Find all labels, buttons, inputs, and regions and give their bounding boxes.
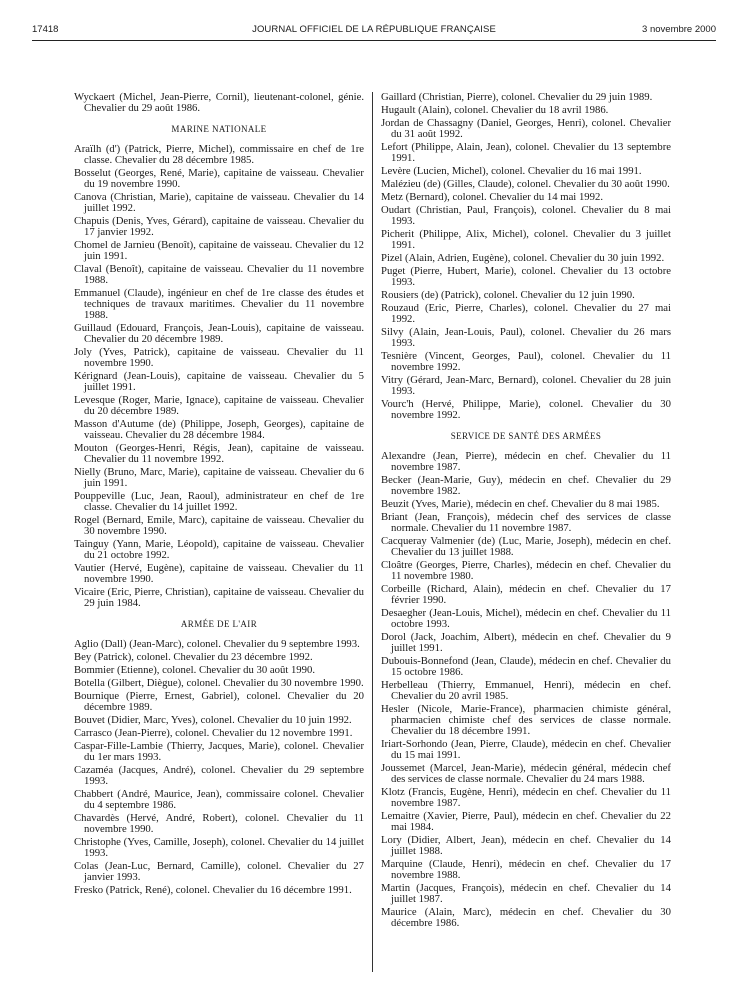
list-entry: Colas (Jean-Luc, Bernard, Camille), colonel. Chevalier du 27 janvier 1993. bbox=[74, 860, 364, 883]
right-column bbox=[381, 92, 671, 931]
list-entry: Corbeille (Richard, Alain), médecin en chef. Chevalier du 17 février 1990. bbox=[381, 583, 671, 606]
list-entry: Bey (Patrick), colonel. Chevalier du 23 décembre 1992. bbox=[74, 651, 313, 663]
list-entry: Caspar-Fille-Lambie (Thierry, Jacques, Marie), colonel. Chevalier du 1er mars 1993. bbox=[74, 740, 364, 763]
list-entry: Chavardès (Hervé, André, Robert), colonel. Chevalier du 11 novembre 1990. bbox=[74, 812, 364, 835]
list-entry: Joussemet (Marcel, Jean-Marie), médecin général, médecin chef des services de classe normale. Chevalier du 24 mars 1988. bbox=[381, 762, 671, 785]
page-number: 17418 bbox=[32, 24, 59, 35]
marine-list bbox=[74, 144, 364, 609]
list-entry: Dorol (Jack, Joachim, Albert), médecin en chef. Chevalier du 9 juillet 1991. bbox=[381, 631, 671, 654]
list-entry: Klotz (Francis, Eugène, Henri), médecin en chef. Chevalier du 11 novembre 1987. bbox=[381, 786, 671, 809]
list-entry: Maurice (Alain, Marc), médecin en chef. Chevalier du 30 décembre 1986. bbox=[381, 906, 671, 929]
list-entry: Wyckaert (Michel, Jean-Pierre, Cornil), lieutenant-colonel, génie. Chevalier du 29 août 1986. bbox=[74, 91, 364, 114]
list-entry: Lefort (Philippe, Alain, Jean), colonel. Chevalier du 13 septembre 1991. bbox=[381, 141, 671, 164]
list-entry: Gaillard (Christian, Pierre), colonel. Chevalier du 29 juin 1989. bbox=[381, 91, 653, 103]
list-entry: Canova (Christian, Marie), capitaine de vaisseau. Chevalier du 14 juillet 1992. bbox=[74, 191, 364, 214]
air-list-continued bbox=[381, 92, 671, 421]
list-entry: Bournique (Pierre, Ernest, Gabriel), colonel. Chevalier du 20 décembre 1989. bbox=[74, 690, 364, 713]
list-entry: Levesque (Roger, Marie, Ignace), capitaine de vaisseau. Chevalier du 20 décembre 1989. bbox=[74, 394, 364, 417]
list-entry: Carrasco (Jean-Pierre), colonel. Chevalier du 12 novembre 1991. bbox=[74, 727, 353, 739]
list-entry: Christophe (Yves, Camille, Joseph), colonel. Chevalier du 14 juillet 1993. bbox=[74, 836, 364, 859]
list-entry: Becker (Jean-Marie, Guy), médecin en chef. Chevalier du 29 novembre 1982. bbox=[381, 474, 671, 497]
list-entry: Kérignard (Jean-Louis), capitaine de vaisseau. Chevalier du 5 juillet 1991. bbox=[74, 370, 364, 393]
list-entry: Lory (Didier, Albert, Jean), médecin en chef. Chevalier du 14 juillet 1988. bbox=[381, 834, 671, 857]
list-entry: Bommier (Etienne), colonel. Chevalier du 30 août 1990. bbox=[74, 664, 316, 676]
list-entry: Emmanuel (Claude), ingénieur en chef de 1re classe des études et techniques de travaux maritimes. Chevalier du 11 novembre 1988. bbox=[74, 287, 364, 321]
list-entry: Silvy (Alain, Jean-Louis, Paul), colonel. Chevalier du 26 mars 1993. bbox=[381, 326, 671, 349]
list-entry: Masson d'Autume (de) (Philippe, Joseph, Georges), capitaine de vaisseau. Chevalier du 28 décembre 1984. bbox=[74, 418, 364, 441]
section-heading-marine: MARINE NATIONALE bbox=[171, 124, 267, 134]
list-entry: Picherit (Philippe, Alix, Michel), colonel. Chevalier du 3 juillet 1991. bbox=[381, 228, 671, 251]
list-entry: Pizel (Alain, Adrien, Eugène), colonel. Chevalier du 30 juin 1992. bbox=[381, 252, 665, 264]
list-entry: Vautier (Hervé, Eugène), capitaine de vaisseau. Chevalier du 11 novembre 1990. bbox=[74, 562, 364, 585]
list-entry: Lemaitre (Xavier, Pierre, Paul), médecin en chef. Chevalier du 22 mai 1984. bbox=[381, 810, 671, 833]
list-entry: Tainguy (Yann, Marie, Léopold), capitaine de vaisseau. Chevalier du 21 octobre 1992. bbox=[74, 538, 364, 561]
list-entry: Briant (Jean, François), médecin chef des services de classe normale. Chevalier du 11 novembre 1987. bbox=[381, 511, 671, 534]
list-entry: Puget (Pierre, Hubert, Marie), colonel. Chevalier du 13 octobre 1993. bbox=[381, 265, 671, 288]
list-entry: Chapuis (Denis, Yves, Gérard), capitaine de vaisseau. Chevalier du 17 janvier 1992. bbox=[74, 215, 364, 238]
list-entry: Claval (Benoît), capitaine de vaisseau. Chevalier du 11 novembre 1988. bbox=[74, 263, 364, 286]
air-list bbox=[74, 639, 364, 896]
list-entry: Nielly (Bruno, Marc, Marie), capitaine de vaisseau. Chevalier du 6 juin 1991. bbox=[74, 466, 364, 489]
list-entry: Beuzit (Yves, Marie), médecin en chef. Chevalier du 8 mai 1985. bbox=[381, 498, 660, 510]
list-entry: Herbelleau (Thierry, Emmanuel, Henri), médecin en chef. Chevalier du 20 avril 1985. bbox=[381, 679, 671, 702]
list-entry: Malézieu (de) (Gilles, Claude), colonel. Chevalier du 30 août 1990. bbox=[381, 178, 670, 190]
list-entry: Levère (Lucien, Michel), colonel. Chevalier du 16 mai 1991. bbox=[381, 165, 642, 177]
intro-list bbox=[74, 92, 364, 114]
journal-title: JOURNAL OFFICIEL DE LA RÉPUBLIQUE FRANÇAISE bbox=[252, 24, 496, 35]
section-heading-sante: SERVICE DE SANTÉ DES ARMÉES bbox=[450, 431, 602, 441]
list-entry: Mouton (Georges-Henri, Régis, Jean), capitaine de vaisseau. Chevalier du 11 novembre 1992. bbox=[74, 442, 364, 465]
list-entry: Aglio (Dall) (Jean-Marc), colonel. Chevalier du 9 septembre 1993. bbox=[74, 638, 360, 650]
list-entry: Rousiers (de) (Patrick), colonel. Chevalier du 12 juin 1990. bbox=[381, 289, 635, 301]
issue-date: 3 novembre 2000 bbox=[642, 24, 716, 35]
list-entry: Chabbert (André, Maurice, Jean), commissaire colonel. Chevalier du 4 septembre 1986. bbox=[74, 788, 364, 811]
list-entry: Metz (Bernard), colonel. Chevalier du 14 mai 1992. bbox=[381, 191, 603, 203]
list-entry: Jordan de Chassagny (Daniel, Georges, Henri), colonel. Chevalier du 31 août 1992. bbox=[381, 117, 671, 140]
column-divider bbox=[372, 92, 373, 972]
list-entry: Dubouis-Bonnefond (Jean, Claude), médecin en chef. Chevalier du 15 octobre 1986. bbox=[381, 655, 671, 678]
list-entry: Tesnière (Vincent, Georges, Paul), colonel. Chevalier du 11 novembre 1992. bbox=[381, 350, 671, 373]
list-entry: Cloâtre (Georges, Pierre, Charles), médecin en chef. Chevalier du 11 novembre 1980. bbox=[381, 559, 671, 582]
list-entry: Hugault (Alain), colonel. Chevalier du 18 avril 1986. bbox=[381, 104, 609, 116]
list-entry: Fresko (Patrick, René), colonel. Chevalier du 16 décembre 1991. bbox=[74, 884, 352, 896]
list-entry: Chomel de Jarnieu (Benoît), capitaine de vaisseau. Chevalier du 12 juin 1991. bbox=[74, 239, 364, 262]
list-entry: Iriart-Sorhondo (Jean, Pierre, Claude), médecin en chef. Chevalier du 15 mai 1991. bbox=[381, 738, 671, 761]
list-entry: Vitry (Gérard, Jean-Marc, Bernard), colonel. Chevalier du 28 juin 1993. bbox=[381, 374, 671, 397]
list-entry: Martin (Jacques, François), médecin en chef. Chevalier du 14 juillet 1987. bbox=[381, 882, 671, 905]
list-entry: Oudart (Christian, Paul, François), colonel. Chevalier du 8 mai 1993. bbox=[381, 204, 671, 227]
list-entry: Bosselut (Georges, René, Marie), capitaine de vaisseau. Chevalier du 19 novembre 1990. bbox=[74, 167, 364, 190]
list-entry: Araïlh (d') (Patrick, Pierre, Michel), commissaire en chef de 1re classe. Chevalier du 28 décembre 1985. bbox=[74, 143, 364, 166]
list-entry: Joly (Yves, Patrick), capitaine de vaisseau. Chevalier du 11 novembre 1990. bbox=[74, 346, 364, 369]
list-entry: Rogel (Bernard, Emile, Marc), capitaine de vaisseau. Chevalier du 30 novembre 1990. bbox=[74, 514, 364, 537]
list-entry: Pouppeville (Luc, Jean, Raoul), administrateur en chef de 1re classe. Chevalier du 14 juillet 1992. bbox=[74, 490, 364, 513]
left-column bbox=[74, 92, 364, 898]
list-entry: Vicaire (Eric, Pierre, Christian), capitaine de vaisseau. Chevalier du 29 juin 1984. bbox=[74, 586, 364, 609]
list-entry: Alexandre (Jean, Pierre), médecin en chef. Chevalier du 11 novembre 1987. bbox=[381, 450, 671, 473]
sante-list bbox=[381, 451, 671, 929]
list-entry: Vourc'h (Hervé, Philippe, Marie), colonel. Chevalier du 30 novembre 1992. bbox=[381, 398, 671, 421]
list-entry: Rouzaud (Eric, Pierre, Charles), colonel. Chevalier du 27 mai 1992. bbox=[381, 302, 671, 325]
list-entry: Botella (Gilbert, Diègue), colonel. Chevalier du 30 novembre 1990. bbox=[74, 677, 364, 689]
page-header bbox=[32, 20, 716, 41]
list-entry: Marquine (Claude, Henri), médecin en chef. Chevalier du 17 novembre 1988. bbox=[381, 858, 671, 881]
list-entry: Cazaméa (Jacques, André), colonel. Chevalier du 29 septembre 1993. bbox=[74, 764, 364, 787]
list-entry: Bouvet (Didier, Marc, Yves), colonel. Chevalier du 10 juin 1992. bbox=[74, 714, 352, 726]
list-entry: Cacqueray Valmenier (de) (Luc, Marie, Joseph), médecin en chef. Chevalier du 13 juillet 1988. bbox=[381, 535, 671, 558]
list-entry: Desaegher (Jean-Louis, Michel), médecin en chef. Chevalier du 11 octobre 1993. bbox=[381, 607, 671, 630]
list-entry: Guillaud (Edouard, François, Jean-Louis), capitaine de vaisseau. Chevalier du 20 décembre 1989. bbox=[74, 322, 364, 345]
section-heading-air: ARMÉE DE L'AIR bbox=[180, 619, 258, 629]
list-entry: Hesler (Nicole, Marie-France), pharmacien chimiste général, pharmacien chimiste chef des services de classe normale. Chevalier du 18 décembre 1991. bbox=[381, 703, 671, 737]
